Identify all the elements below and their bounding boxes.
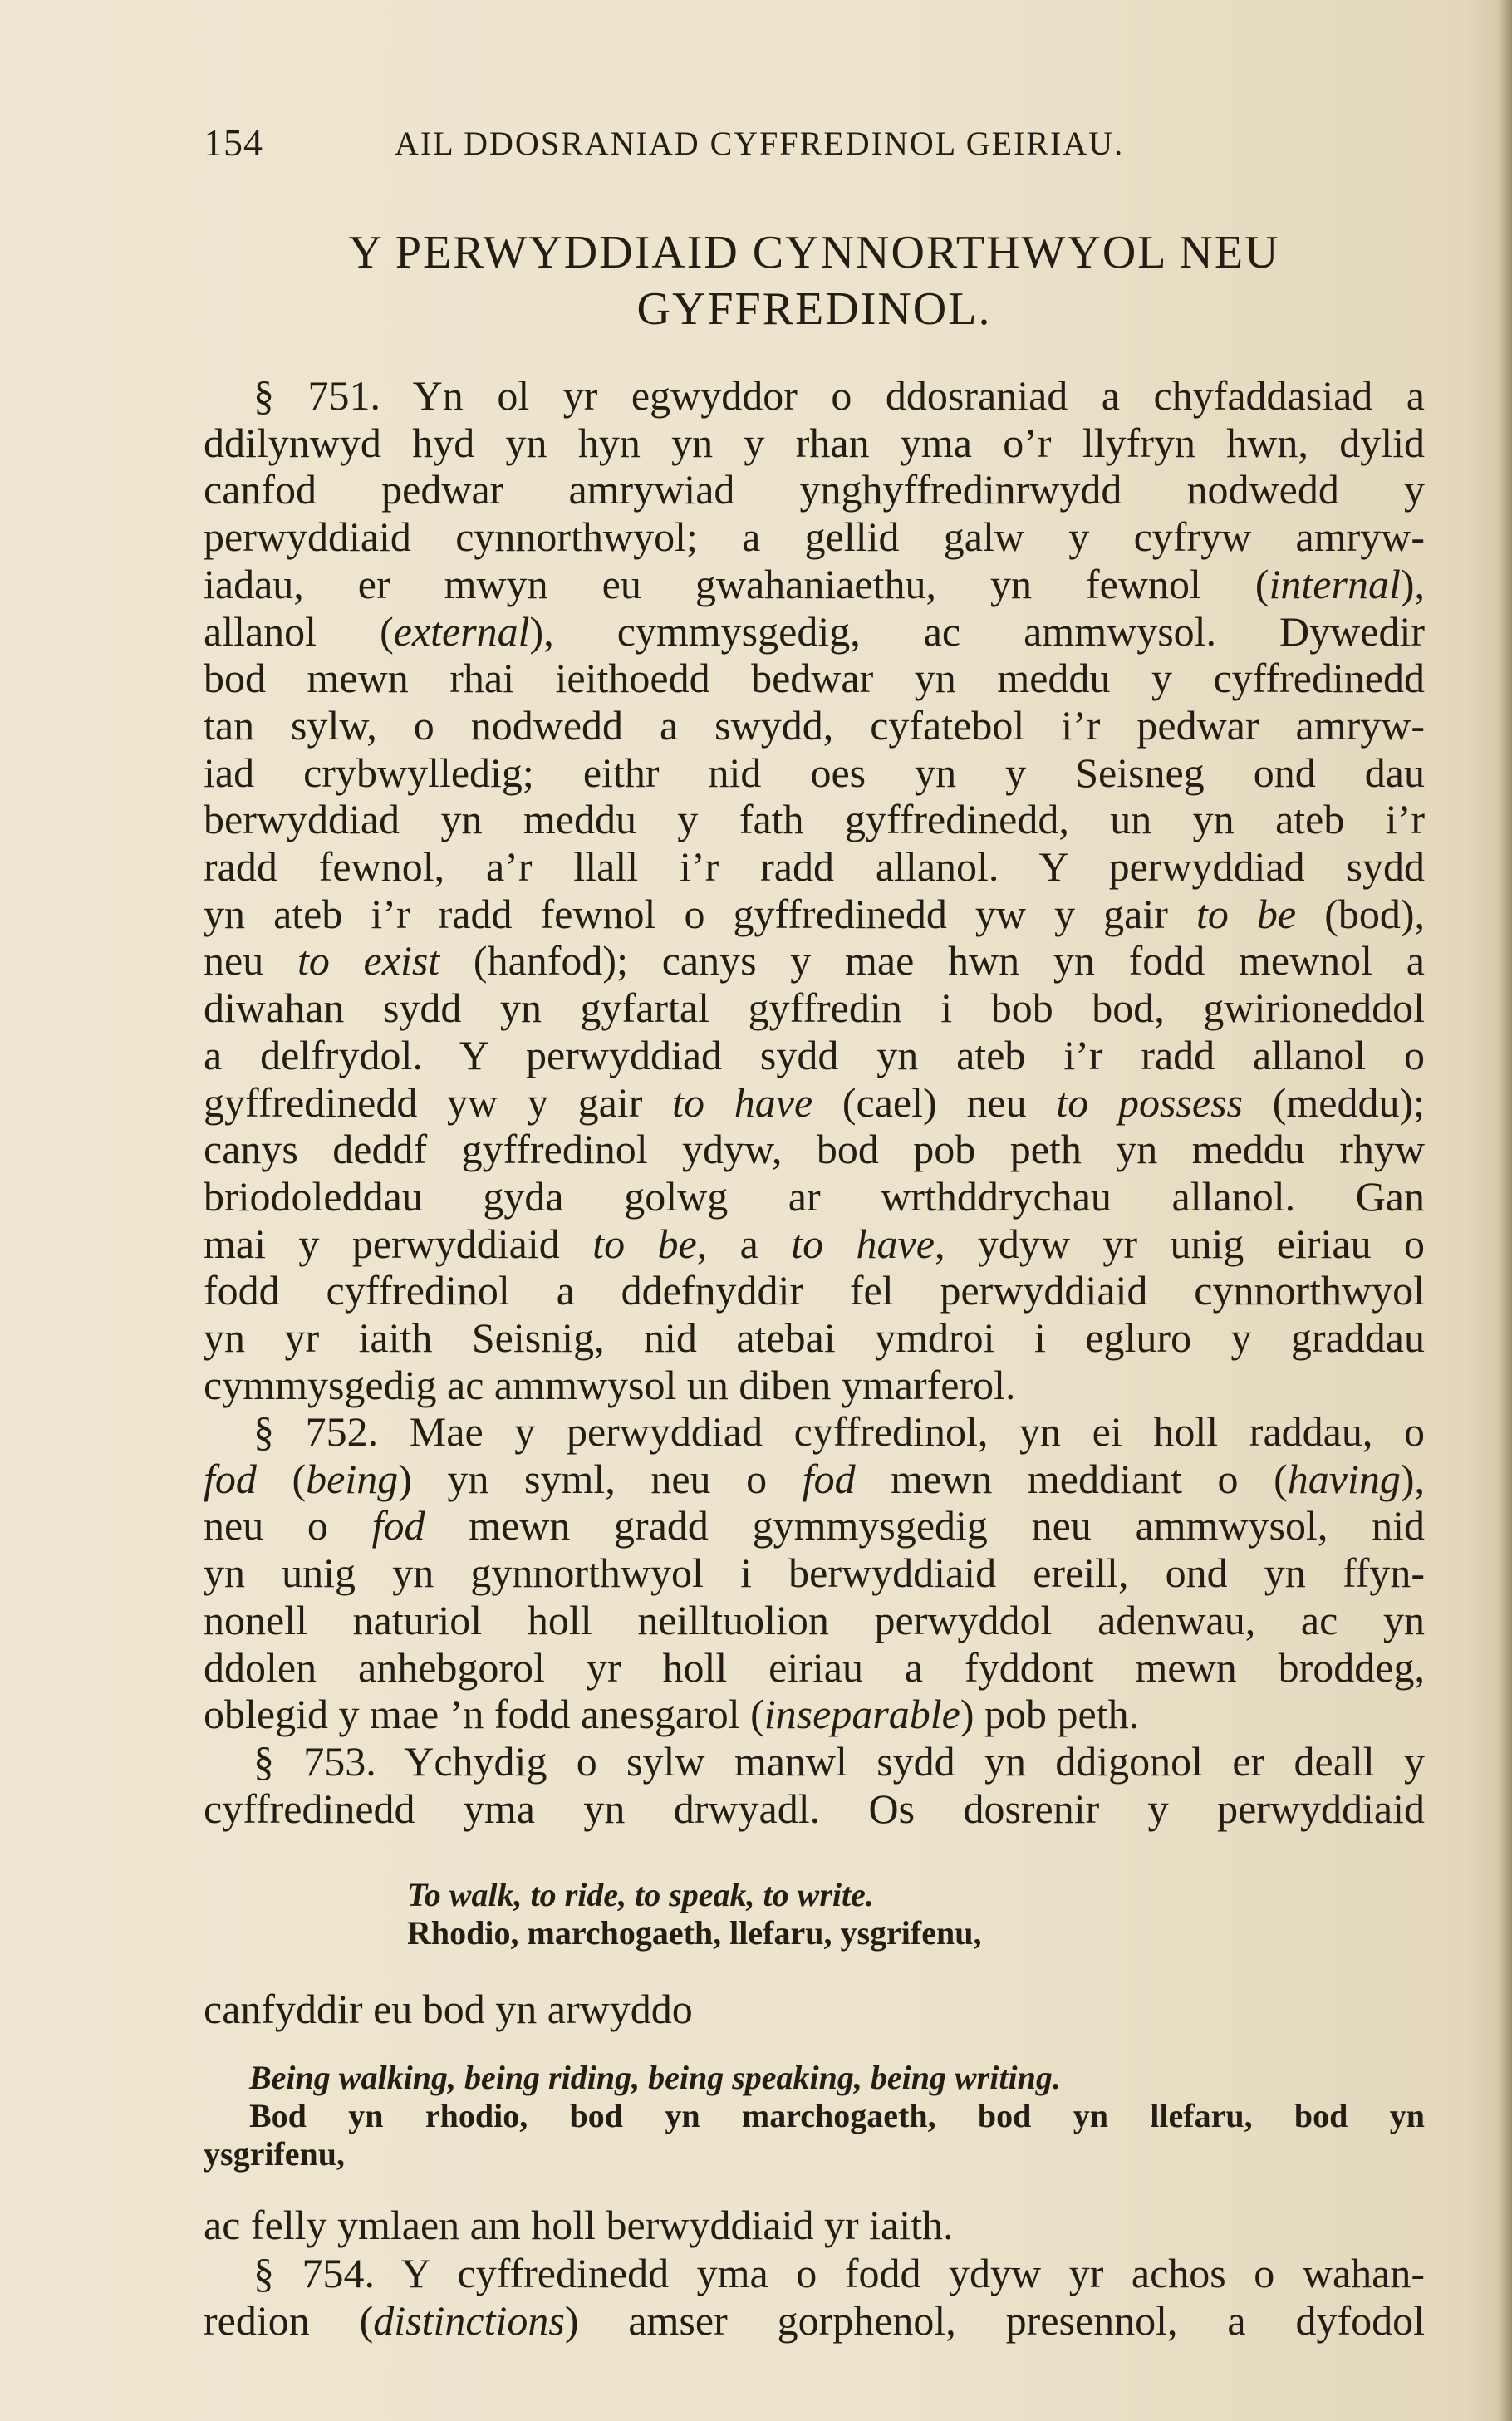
text-line: § 752. Mae y perwyddiad cyffredinol, yn ei holl raddau, o [253, 1408, 1425, 1455]
text-line: gyffredinedd yw y gair to have (cael) neu to possess (meddu); [204, 1078, 1425, 1126]
running-header [204, 120, 1425, 170]
example-english: Being walking, being riding, being speaking, being writing. [249, 2059, 1061, 2096]
text-line: perwyddiaid cynnorthwyol; a gellid galw y cyfryw amryw- [204, 513, 1425, 561]
paragraph-753 [204, 1738, 1425, 1832]
paragraph-753-continued [204, 1986, 1425, 2033]
text-line: § 751. Yn ol yr egwyddor o ddosraniad a chyfaddasiad a [253, 372, 1425, 419]
text-line: diwahan sydd yn gyfartal gyffredin i bob bod, gwirioneddol [204, 985, 1425, 1032]
paragraph-753-end [204, 2202, 1425, 2249]
text-line: berwyddiad yn meddu y fath gyffredinedd, un yn ateb i’r [204, 796, 1425, 843]
text-line: § 754. Y cyffredinedd yma o fodd ydyw yr achos o wahan- [253, 2250, 1425, 2296]
text-line: mai y perwyddiaid to be, a to have, ydyw yr unig eiriau o [204, 1220, 1426, 1267]
text-line: tan sylw, o nodwedd a swydd, cyfatebol i’r pedwar amryw- [204, 701, 1425, 749]
example-english: To walk, to ride, to speak, to write. [407, 1876, 874, 1913]
text-line: § 753. Ychydig o sylw manwl sydd yn ddigonol er deall y [253, 1738, 1425, 1785]
text-line: cymmysgedig ac ammwysol un diben ymarferol. [204, 1361, 1016, 1408]
text-line: redion (distinctions) amser gorphenol, presennol, a dyfodol [204, 2296, 1426, 2344]
paragraph-751 [204, 372, 1425, 1408]
text-line: ddilynwyd hyd yn hyn yn y rhan yma o’r llyfryn hwn, dylid [204, 419, 1425, 466]
text-line: fodd cyffredinol a ddefnyddir fel perwyddiaid cynnorthwyol [204, 1267, 1425, 1314]
text-line: canfyddir eu bod yn arwyddo [204, 1986, 693, 2032]
heading-line-1: Y PERWYDDIAID CYNNORTHWYOL NEU [348, 227, 1280, 278]
text-line: ac felly ymlaen am holl berwyddiaid yr iaith. [204, 2202, 954, 2248]
section-heading [204, 224, 1425, 337]
text-line: iad crybwylledig; eithr nid oes yn y Seisneg ond dau [204, 749, 1425, 796]
example-block-2-welsh [249, 2097, 1425, 2135]
example-block-1 [407, 1876, 1238, 1952]
text-line: a delfrydol. Y perwyddiad sydd yn ateb i’r radd allanol o [204, 1031, 1425, 1078]
example-welsh: Rhodio, marchogaeth, llefaru, ysgrifenu, [407, 1914, 982, 1952]
text-line: canfod pedwar amrywiad ynghyffredinrwydd nodwedd y [204, 466, 1425, 513]
paragraph-754 [204, 2250, 1425, 2344]
example-block-2-welsh-cont [204, 2135, 1034, 2173]
text-line: neu to exist (hanfod); canys y mae hwn yn fodd mewnol a [204, 937, 1425, 985]
paragraph-752 [204, 1408, 1425, 1738]
text-line: yn ateb i’r radd fewnol o gyffredinedd yw y gair to be (bod), [204, 890, 1425, 937]
text-line: yn yr iaith Seisnig, nid atebai ymdroi i egluro y graddau [204, 1314, 1425, 1362]
text-line: neu o fod mewn gradd gymmysgedig neu ammwysol, nid [204, 1502, 1425, 1549]
example-block-2 [249, 2059, 1425, 2097]
text-line: briodoleddau gyda golwg ar wrthddrychau allanol. Gan [204, 1172, 1425, 1220]
text-line: ddolen anhebgorol yr holl eiriau a fyddont mewn broddeg, [204, 1643, 1425, 1691]
page-edge [1500, 0, 1512, 2421]
text-line: canys deddf gyffredinol ydyw, bod pob peth yn meddu rhyw [204, 1126, 1425, 1173]
text-line: yn unig yn gynnorthwyol i berwyddiaid ereill, ond yn ffyn- [204, 1549, 1425, 1597]
text-line: iadau, er mwyn eu gwahaniaethu, yn fewnol (internal), [204, 560, 1425, 607]
text-line: fod (being) yn syml, neu o fod mewn meddiant o (having), [204, 1455, 1426, 1502]
text-line: oblegid y mae ’n fodd anesgarol (inseparable) pob peth. [204, 1691, 1140, 1738]
text-line: bod mewn rhai ieithoedd bedwar yn meddu y cyffredinedd [204, 655, 1425, 702]
example-welsh: Bod yn rhodio, bod yn marchogaeth, bod yn llefaru, bod yn [249, 2097, 1425, 2134]
example-welsh: ysgrifenu, [204, 2135, 345, 2173]
text-line: radd fewnol, a’r llall i’r radd allanol. Y perwyddiad sydd [204, 843, 1425, 891]
text-line: nonell naturiol holl neilltuolion perwyddol adenwau, ac yn [204, 1596, 1425, 1643]
text-line: cyffredinedd yma yn drwyadl. Os dosrenir y perwyddiaid [204, 1785, 1425, 1832]
running-title: AIL DDOSRANIAD CYFFREDINOL GEIRIAU. [395, 125, 1125, 162]
heading-line-2: GYFFREDINOL. [636, 283, 992, 335]
text-line: allanol (external), cymmysgedig, ac ammwysol. Dywedir [204, 607, 1425, 655]
page-number: 154 [204, 121, 263, 164]
